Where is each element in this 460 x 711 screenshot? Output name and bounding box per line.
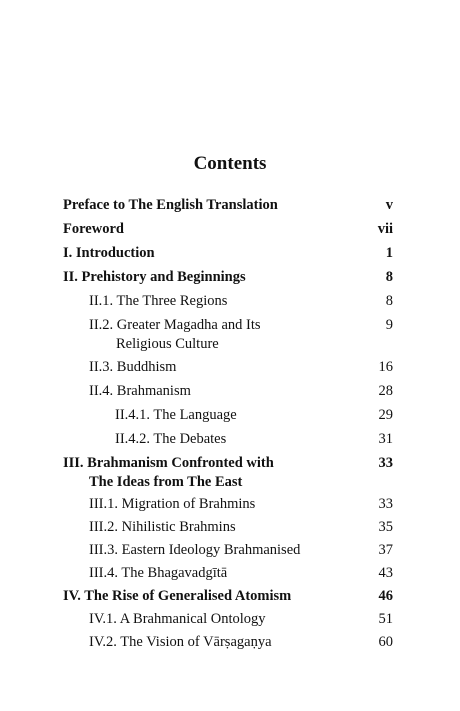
toc-entry-label-line1: III. Brahmanism Confronted with [63, 455, 274, 471]
toc-entry-label: II.1. The Three Regions [89, 293, 228, 309]
toc-page-number: 8 [385, 269, 393, 285]
toc-entry-label: II. Prehistory and Beginnings [63, 269, 246, 285]
toc-page-number: 33 [378, 496, 393, 512]
toc-entry-label: III.3. Eastern Ideology Brahmanised [89, 542, 301, 558]
toc-entry-label-line2: The Ideas from The East [89, 474, 243, 490]
toc-page-number: 8 [385, 293, 393, 309]
toc-entry-label: III.2. Nihilistic Brahmins [89, 519, 236, 535]
toc-page-number: 35 [378, 519, 393, 535]
toc-entry-label [63, 454, 274, 492]
toc-entry-label: IV.1. A Brahmanical Ontology [89, 611, 266, 627]
toc-page-number: 33 [378, 455, 393, 471]
toc-page-number: 28 [378, 383, 393, 399]
toc-entry-label: III.1. Migration of Brahmins [89, 496, 256, 512]
toc-page-number: v [385, 197, 393, 213]
toc-page-number: 60 [378, 634, 393, 650]
toc-entry-label-line1: II.2. Greater Magadha and Its [89, 317, 261, 333]
toc-page-number: 43 [378, 565, 393, 581]
page-title: Contents [193, 153, 267, 174]
toc-entry-label-line2: Religious Culture [116, 336, 219, 352]
toc-page-number: 51 [378, 611, 393, 627]
toc-entry-label: II.3. Buddhism [89, 359, 177, 375]
toc-entry-label: IV.2. The Vision of Vārṣagaṇya [89, 634, 272, 650]
toc-entry-label: Foreword [63, 221, 124, 237]
toc-page-number: 37 [378, 542, 393, 558]
toc-page-number: 29 [378, 407, 393, 423]
toc-page-number: 31 [378, 431, 393, 447]
toc-page-number: 1 [385, 245, 393, 261]
toc-entry-label: II.4.1. The Language [115, 407, 237, 423]
toc-page-number: 16 [378, 359, 393, 375]
toc-entry-label: I. Introduction [63, 245, 155, 261]
toc-entry-label: III.4. The Bhagavadgītā [89, 565, 228, 581]
toc-page-number: 46 [378, 588, 393, 604]
toc-entry-label: II.4.2. The Debates [115, 431, 227, 447]
toc-page-number: vii [377, 221, 393, 237]
toc-entry-label: II.4. Brahmanism [89, 383, 191, 399]
toc-entry-label: IV. The Rise of Generalised Atomism [63, 588, 292, 604]
toc-entry-label: Preface to The English Translation [63, 197, 278, 213]
toc-entry-label [89, 316, 261, 354]
toc-page-number: 9 [385, 317, 393, 333]
